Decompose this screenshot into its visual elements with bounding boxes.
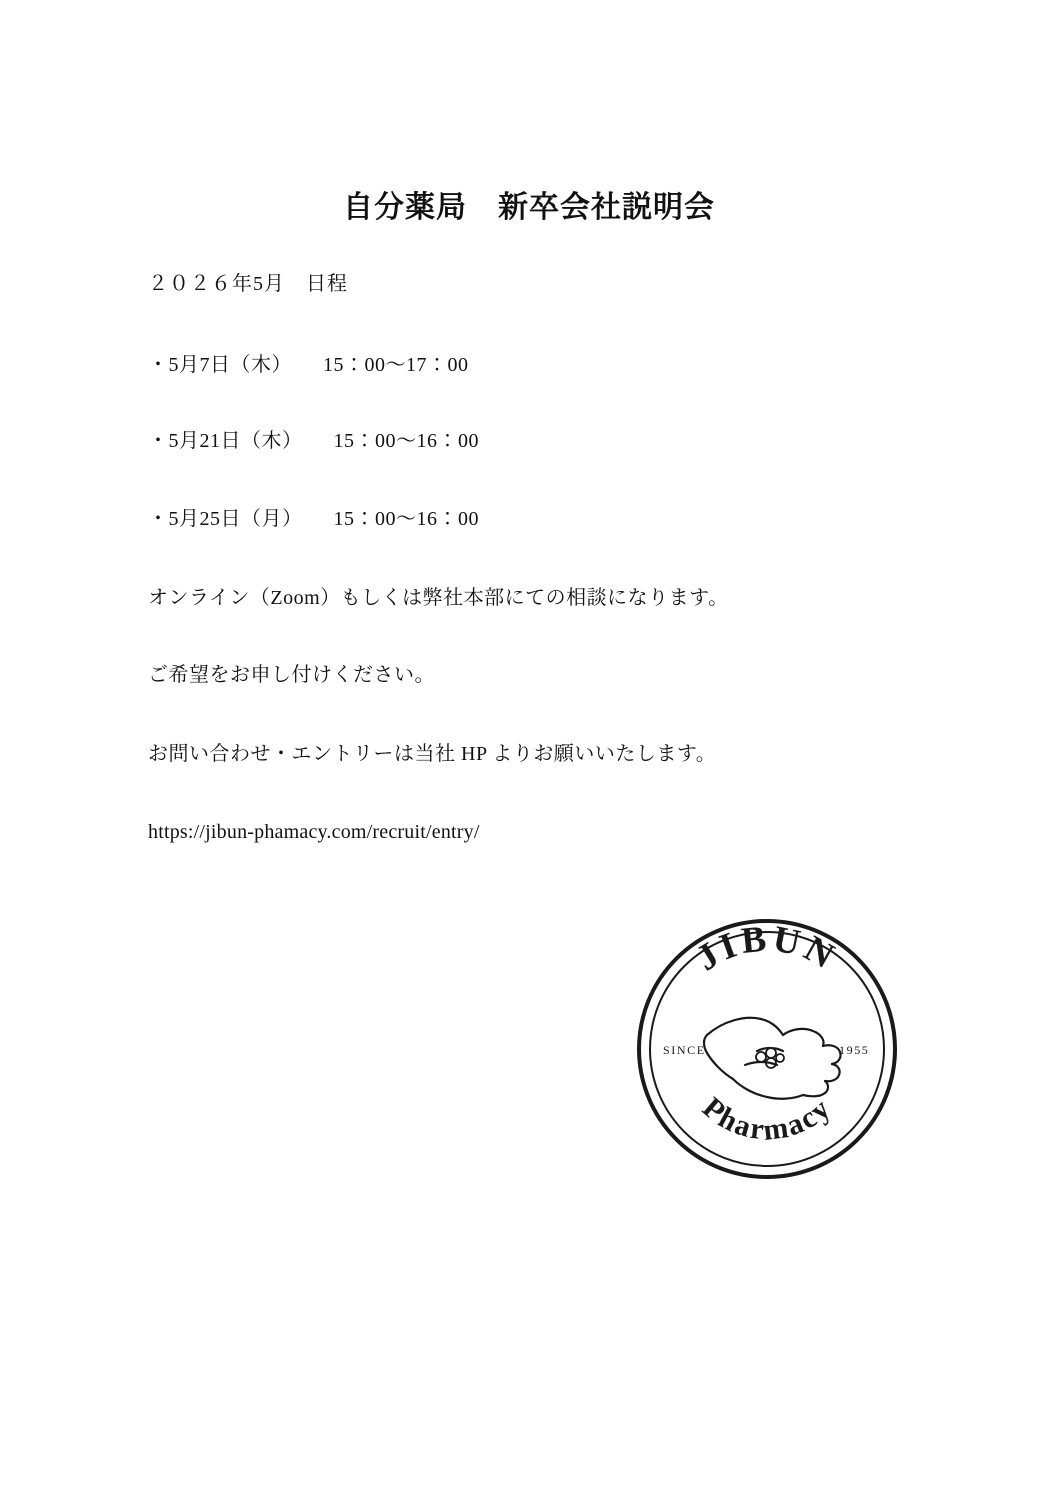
- schedule-item-3: ・5月25日（月） 15：00〜16：00: [148, 508, 479, 530]
- note-contact: お問い合わせ・エントリーは当社 HP よりお願いいたします。: [148, 743, 717, 765]
- company-stamp-logo: [633, 915, 901, 1183]
- schedule-item-1: ・5月7日（木） 15：00〜17：00: [148, 354, 469, 376]
- page-title: 自分薬局 新卒会社説明会: [343, 191, 715, 224]
- schedule-heading: ２０２６年5月 日程: [148, 273, 348, 295]
- entry-url-link[interactable]: https://jibun-phamacy.com/recruit/entry/: [148, 821, 480, 843]
- stamp-since-text: SINCE: [663, 1043, 706, 1057]
- note-format: オンライン（Zoom）もしくは弊社本部にての相談になります。: [148, 587, 729, 609]
- flower-icon: [756, 1048, 784, 1068]
- stamp-bottom-text: Pharmacy: [696, 1090, 838, 1147]
- stamp-year-text: 1955: [839, 1043, 870, 1057]
- stamp-top-text: JIBUN: [688, 918, 845, 980]
- note-request: ご希望をお申し付けください。: [148, 664, 435, 686]
- schedule-item-2: ・5月21日（木） 15：00〜16：00: [148, 430, 479, 452]
